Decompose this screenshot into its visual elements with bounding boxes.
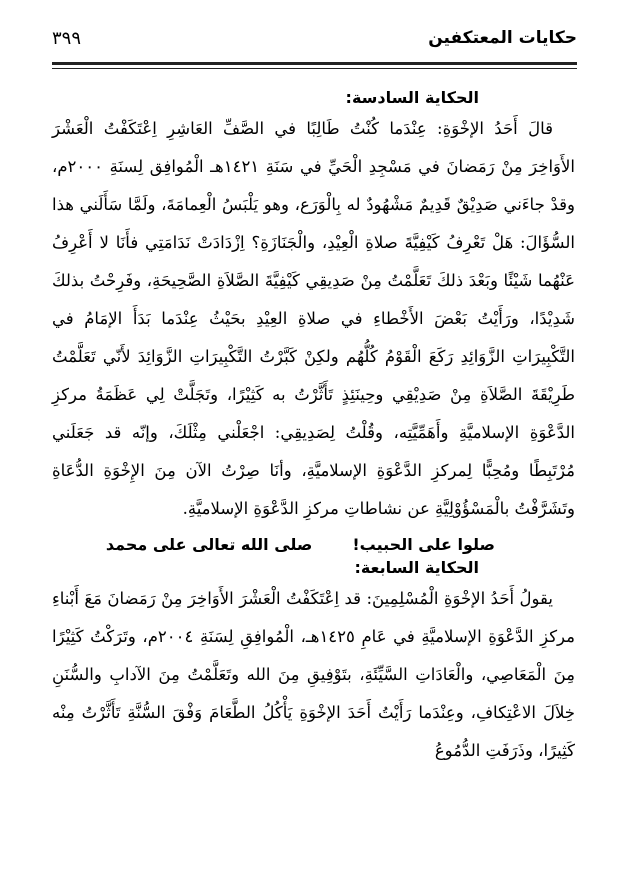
- story-seven-heading: الحكاية السابعة:: [354, 558, 479, 577]
- salutation-call: صلوا على الحبيب!: [352, 535, 495, 554]
- story-six-heading: الحكاية السادسة:: [345, 88, 479, 107]
- header-rule-thin: [52, 68, 577, 69]
- page-number: ٣٩٩: [52, 28, 82, 49]
- salutation-line: [52, 534, 575, 556]
- story-seven-paragraph: يقولُ أَحَدُ الإخْوَةِ الْمُسْلِمِينَ: قد اِعْتَكَفْتُ الْعَشْرَ الأَوَاخِرَ مِنْ رَمَضانَ مَعَ أَبْناءِ مركزِ الدَّعْوَةِ الإسلاميَّةِ في عَامِ ١٤٢٥هـ، الْمُوافِقِ لِسَنَةِ ٢٠٠٤م، وتَرَكْتُ كَثِيْرًا مِنَ الْمَعَاصِي، والْعَادَاتِ السَّيِّئَةِ، بتَوْفِيقِ مِنَ الله وتَعَلَّمْتُ مِنَ الآدابِ والسُّنَنِ خِلاَلَ الاعْتِكافِ، وعِنْدَما رَأَيْتُ أَحَدَ الإخْوَةِ يَأْكُلُ الطَّعَامَ وَفْقَ السُّنَّةِ تَأَثَّرْتُ مِنْه كَثِيرًا، وذَرَفَتِ الدُّمُوعُ: [52, 589, 575, 760]
- page-body: [52, 86, 575, 770]
- salutation-response: صلى الله تعالى على محمد: [105, 535, 313, 554]
- page-header: [52, 22, 577, 62]
- story-six-paragraph: قالَ أَحَدُ الإخْوَةِ: عِنْدَما كُنْتُ طَالِبًا في الصَّفِّ العَاشِرِ اِعْتَكَفْتُ الْعَشْرَ الأَوَاخِرَ مِنْ رَمَضانَ في مَسْجِدِ الْحَيِّ في سَنَةِ ١٤٢١هـ الْمُوافِق لِسنَةِ ٢٠٠٠م، وقدْ جاءَني صَدِيْقٌ قَدِيمٌ مَشْهُودٌ له بِالْوَرَع، وهو يَلْبَسُ الْعِمامَةَ، ولَمَّا سَأَلَني هذا السُّؤَالَ: هَلْ تَعْرِفُ كَيْفِيَّةَ صلاةِ الْعِيْدِ، والْجَنَازَةِ؟ اِزْدَادَتْ نَدَامَتِي فأَنَا لا أَعْرِفُ عَنْهُما شَيْئًا وبَعْدَ ذلكَ تَعَلَّمْتُ مِنْ صَدِيقِي كَيْفِيَّةَ الصَّلاَةِ الصَّحِيحَةِ، وفَرِحْتُ بذلكَ شَدِيْدًا، ورَأَيْتُ بَعْضَ الأَخْطاءِ في صلاةِ العِيْدِ بحَيْثُ عِنْدَما بَدَأَ الإمَامُ في التَّكْبِيرَاتِ الزَّوَائِدِ رَكَعَ الْقَوْمُ كُلُّهُم ولكِنْ كَبَّرْتُ التَّكْبِيرَاتِ الزَّوَائِدَ لأَنّي تَعَلَّمْتُ طَرِيْقَةَ الصَّلاَةِ مِنْ صَدِيْقِي وحِينَئِذٍ تَأَثَّرْتُ به كَثِيْرًا، وتَجَلَّتْ لِي عَظَمَةُ مركزِ الدَّعْوَةِ الإسلاميَّةِ وأَهَمِّيَّتِه، وقُلْتُ لِصَدِيقِي: اجْعَلْني مِثْلَكَ، وإنّه قد جَعَلَني مُرْتَبِطًا ومُحِبًّا لِمركزِ الدَّعْوَةِ الإسلاميَّةِ، وأنَا صِرْتُ الآن مِنَ الإِخْوَةِ الدُّعَاةِ وتَشَرَّفْتُ بالْمَسْؤُوْلِيَّةِ عن نشاطاتِ مركزِ الدَّعْوَةِ الإسلاميَّةِ.: [52, 119, 575, 518]
- running-title: حكايات المعتكفين: [428, 28, 577, 48]
- header-rule-thick: [52, 62, 577, 65]
